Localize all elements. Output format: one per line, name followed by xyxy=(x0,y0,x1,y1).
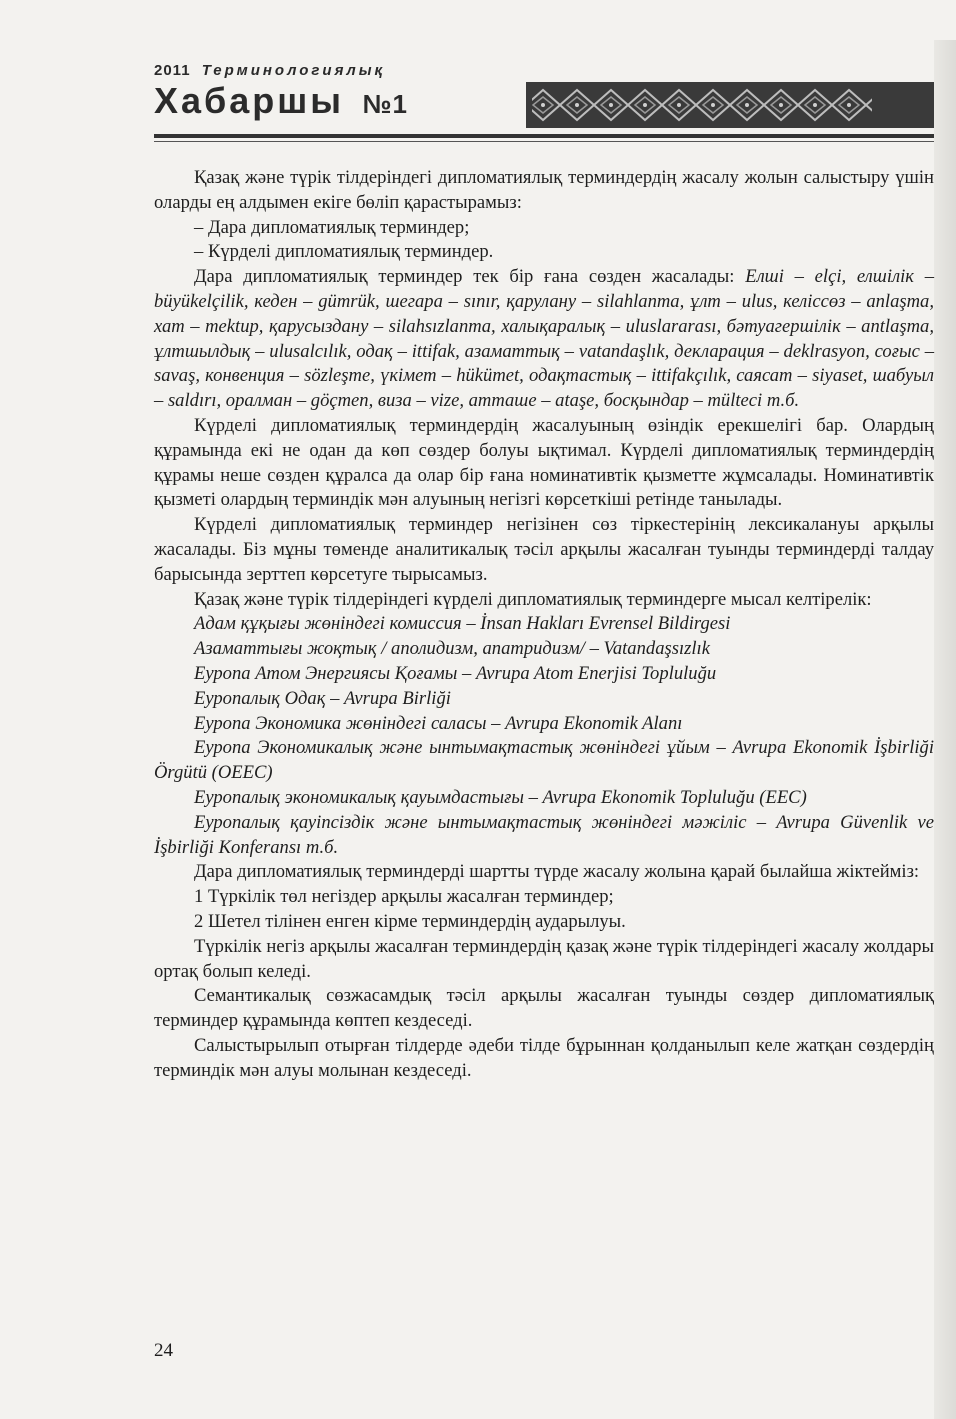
header-rule-thin xyxy=(154,141,934,142)
paragraph: Қазақ және түрік тілдеріндегі дипломатиялық терминдердің жасалу жолын салыстыру үшін оларды ең алдымен екіге бөліп қарастырамыз: xyxy=(154,167,934,213)
list-item: 1 Түркілік төл негіздер арқылы жасалған терминдер; xyxy=(194,886,614,908)
paragraph: Салыстырылып отырған тілдерде әдеби тілде бұрыннан қолданылып келе жатқан сөздердің терминдік мән алуы молынан кездеседі. xyxy=(154,1034,934,1081)
header-ornament xyxy=(526,82,934,128)
paragraph: Қазақ және түрік тілдеріндегі күрделі дипломатиялық терминдерге мысал келтірелік: xyxy=(194,588,872,610)
list-item: – Күрделі дипломатиялық терминдер. xyxy=(194,241,494,263)
header-title-main: Хабаршы xyxy=(154,80,345,121)
example-item: Еуропа Атом Энергиясы Қоғамы – Avrupa Atom Enerjisi Topluluğu xyxy=(194,662,717,684)
example-item: Азаматтығы жоқтық / аполидизм, апатридизм/ – Vatandaşsızlık xyxy=(194,638,710,660)
header-issue: №1 xyxy=(362,89,408,119)
example-item: Адам құқығы жөніндегі комиссия – İnsan Hakları Evrensel Bildirgesi xyxy=(194,613,731,635)
paragraph: Дара дипломатиялық терминдерді шартты түрде жасалу жолына қарай былайша жіктейміз: xyxy=(194,861,920,883)
page-edge-shadow xyxy=(934,40,956,1419)
paragraph: Семантикалық сөзжасамдық тәсіл арқылы жасалған туынды сөздер дипломатиялық терминдер құрамында көптеп кездеседі. xyxy=(154,985,934,1032)
example-item: Еуропалық қауіпсіздік және ынтымақтастық жөніндегі мәжіліс – Avrupa Güvenlik ve İşbirliği Konferansı т.б. xyxy=(154,811,934,858)
paragraph: Күрделі дипломатиялық терминдер негізінен сөз тіркестерінің лексикалануы арқылы жасалады. Біз мұны төменде аналитикалық тәсіл арқылы жасалған туынды терминдерді талдау барысында зерттеп көрсетуге тырысамыз. xyxy=(154,514,934,585)
example-item: Еуропалық Одақ – Avrupa Birliği xyxy=(194,687,451,709)
example-item: Еуропа Экономикалық және ынтымақтастық жөніндегі ұйым – Avrupa Ekonomik İşbirliği Örgütü (OEEC) xyxy=(154,737,934,784)
header-main-line xyxy=(154,80,408,122)
paragraph-text: Дара дипломатиялық терминдер тек бір ғана сөзден жасалады: xyxy=(194,266,735,288)
header-title-top: Терминологиялық xyxy=(201,62,386,79)
paragraph: Күрделі дипломатиялық терминдердің жасалуының өзіндік ерекшелігі бар. Олардың құрамында екі не одан да көп сөздер болуы ықтимал. Күрделі дипломатиялық терминдердің құрамы неше сөзден құралса да олар бір ғана номинативтік қызметте жұмсалады. Номинативтік қызметі олардың терминдік мән алуының негізгі көрсеткіші ретінде танылады. xyxy=(154,414,934,511)
paragraph xyxy=(154,265,934,414)
list-item: – Дара дипломатиялық терминдер; xyxy=(194,216,470,238)
journal-header xyxy=(154,60,934,160)
term-examples: Елші – elçi, елшілік – büyükelçilik, кеден – gümrük, шегара – sınır, қарулану – silahlanma, ұлт – ulus, келіссөз – anlaşma, хат – mektup, қарусыздану – silahsızlanma, халықаралық – uluslararası, бәтуагершілік – antlaşma, ұлтшылдық – ulusalcılık, одақ – ittifak, азаматтық – vatandaşlık, декларация – deklrasyon, соғыс – savaş, конвенция – sözleşme, үкімет – hükümet, одақтастық – ittifakçılık, саясат – siyaset, шабуыл – saldırı, оралман – göçmen, виза – vize, атташе – ataşe, босқындар – mülteci т.б. xyxy=(154,266,934,412)
list-item: 2 Шетел тілінен енген кірме терминдердің аударылуы. xyxy=(194,910,626,932)
ornament-pattern-icon xyxy=(526,82,934,128)
paragraph: Түркілік негіз арқылы жасалған терминдердің қазақ және түрік тілдеріндегі жасалу жолдары ортақ болып келеді. xyxy=(154,935,934,982)
header-top-line xyxy=(154,62,385,79)
page-number: 24 xyxy=(154,1340,173,1361)
header-rule-thick xyxy=(154,134,934,138)
article-body xyxy=(154,166,934,1083)
example-item: Еуропа Экономика жөніндегі саласы – Avrupa Ekonomik Alanı xyxy=(194,712,683,734)
header-year: 2011 xyxy=(154,62,191,79)
example-item: Еуропалық экономикалық қауымдастығы – Avrupa Ekonomik Topluluğu (EEC) xyxy=(194,786,807,808)
